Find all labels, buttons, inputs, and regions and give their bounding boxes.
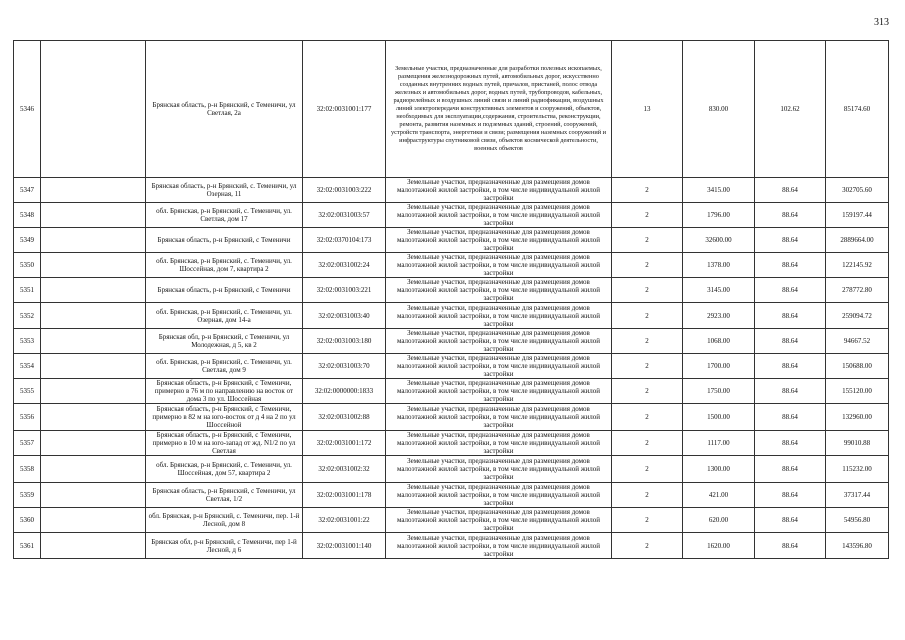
specific-value-cell: 88.64 <box>755 431 826 456</box>
use-group-cell: 2 <box>612 228 683 253</box>
specific-value-cell: 88.64 <box>755 203 826 228</box>
area-cell: 1796.00 <box>683 203 755 228</box>
cadastral-value-cell: 99010.88 <box>826 431 889 456</box>
page-number: 313 <box>874 17 889 28</box>
use-group-cell: 2 <box>612 278 683 303</box>
cadastral-number-cell: 32:02:0031001:177 <box>303 41 386 178</box>
area-cell: 1700.00 <box>683 354 755 379</box>
blank-cell <box>41 404 146 431</box>
cadastral-value-cell: 122145.92 <box>826 253 889 278</box>
cadastral-value-cell: 155120.00 <box>826 379 889 404</box>
blank-cell <box>41 508 146 533</box>
specific-value-cell: 88.64 <box>755 404 826 431</box>
cadastral-number-cell: 32:02:0031001:140 <box>303 533 386 559</box>
specific-value-cell: 88.64 <box>755 354 826 379</box>
blank-cell <box>41 253 146 278</box>
specific-value-cell: 88.64 <box>755 303 826 329</box>
land-use-cell: Земельные участки, предназначенные для размещения домов малоэтажной жилой застройки, в том числе индивидуальной жилой застройки <box>386 329 612 354</box>
cadastral-value-cell: 54956.80 <box>826 508 889 533</box>
row-number-cell: 5359 <box>14 483 41 508</box>
blank-cell <box>41 354 146 379</box>
cadastral-value-cell: 94667.52 <box>826 329 889 354</box>
land-use-cell: Земельные участки, предназначенные для размещения домов малоэтажной жилой застройки, в том числе индивидуальной жилой застройки <box>386 404 612 431</box>
row-number-cell: 5356 <box>14 404 41 431</box>
land-use-cell: Земельные участки, предназначенные для размещения домов малоэтажной жилой застройки, в том числе индивидуальной жилой застройки <box>386 379 612 404</box>
blank-cell <box>41 483 146 508</box>
land-use-cell: Земельные участки, предназначенные для размещения домов малоэтажной жилой застройки, в том числе индивидуальной жилой застройки <box>386 303 612 329</box>
blank-cell <box>41 303 146 329</box>
area-cell: 3145.00 <box>683 278 755 303</box>
address-cell: Брянская область, р-н Брянский, с Теменичи, примерно в 10 м на юго-запад от жд. N1/2 по ул Светлая <box>146 431 303 456</box>
specific-value-cell: 88.64 <box>755 379 826 404</box>
row-number-cell: 5347 <box>14 178 41 203</box>
area-cell: 1300.00 <box>683 456 755 483</box>
row-number-cell: 5350 <box>14 253 41 278</box>
use-group-cell: 2 <box>612 354 683 379</box>
area-cell: 2923.00 <box>683 303 755 329</box>
specific-value-cell: 88.64 <box>755 508 826 533</box>
use-group-cell: 2 <box>612 253 683 278</box>
address-cell: Брянская область, р-н Брянский, с Теменичи <box>146 228 303 253</box>
address-cell: Брянская область, р-н Брянский, с Теменичи, ул Светлая, 2а <box>146 41 303 178</box>
cadastral-number-cell: 32:02:0031003:57 <box>303 203 386 228</box>
cadastral-number-cell: 32:02:0031003:221 <box>303 278 386 303</box>
use-group-cell: 2 <box>612 533 683 559</box>
land-use-cell: Земельные участки, предназначенные для размещения домов малоэтажной жилой застройки, в том числе индивидуальной жилой застройки <box>386 431 612 456</box>
row-number-cell: 5348 <box>14 203 41 228</box>
blank-cell <box>41 203 146 228</box>
blank-cell <box>41 178 146 203</box>
table-row <box>14 379 889 404</box>
cadastral-value-cell: 302705.60 <box>826 178 889 203</box>
cadastral-value-cell: 37317.44 <box>826 483 889 508</box>
cadastral-number-cell: 32:02:0031003:222 <box>303 178 386 203</box>
land-use-cell: Земельные участки, предназначенные для размещения домов малоэтажной жилой застройки, в том числе индивидуальной жилой застройки <box>386 354 612 379</box>
land-plot-table <box>13 40 889 559</box>
cadastral-value-cell: 143596.80 <box>826 533 889 559</box>
row-number-cell: 5352 <box>14 303 41 329</box>
cadastral-number-cell: 32:02:0031002:32 <box>303 456 386 483</box>
land-use-cell: Земельные участки, предназначенные для размещения домов малоэтажной жилой застройки, в том числе индивидуальной жилой застройки <box>386 483 612 508</box>
address-cell: обл. Брянская, р-н Брянский, с. Теменичи, ул. Шоссейная, дом 57, квартира 2 <box>146 456 303 483</box>
blank-cell <box>41 329 146 354</box>
area-cell: 1500.00 <box>683 404 755 431</box>
land-use-cell: Земельные участки, предназначенные для размещения домов малоэтажной жилой застройки, в том числе индивидуальной жилой застройки <box>386 203 612 228</box>
cadastral-number-cell: 32:02:0031001:178 <box>303 483 386 508</box>
specific-value-cell: 102.62 <box>755 41 826 178</box>
address-cell: Брянская область, р-н Брянский, с Теменичи, примерно в 76 м по направлению на восток от дома 3 по ул. Шоссейная <box>146 379 303 404</box>
cadastral-value-cell: 278772.80 <box>826 278 889 303</box>
cadastral-value-cell: 132960.00 <box>826 404 889 431</box>
table-row <box>14 278 889 303</box>
table-row <box>14 203 889 228</box>
cadastral-number-cell: 32:02:0031001:172 <box>303 431 386 456</box>
blank-cell <box>41 533 146 559</box>
use-group-cell: 2 <box>612 303 683 329</box>
address-cell: обл. Брянская, р-н Брянский, с. Теменичи, ул. Светлая, дом 9 <box>146 354 303 379</box>
table-row <box>14 41 889 178</box>
blank-cell <box>41 41 146 178</box>
area-cell: 1620.00 <box>683 533 755 559</box>
cadastral-value-cell: 2889664.00 <box>826 228 889 253</box>
row-number-cell: 5354 <box>14 354 41 379</box>
use-group-cell: 2 <box>612 431 683 456</box>
specific-value-cell: 88.64 <box>755 329 826 354</box>
cadastral-value-cell: 85174.60 <box>826 41 889 178</box>
row-number-cell: 5353 <box>14 329 41 354</box>
land-use-cell: Земельные участки, предназначенные для размещения домов малоэтажной жилой застройки, в том числе индивидуальной жилой застройки <box>386 278 612 303</box>
blank-cell <box>41 431 146 456</box>
cadastral-value-cell: 115232.00 <box>826 456 889 483</box>
cadastral-number-cell: 32:02:0031003:40 <box>303 303 386 329</box>
area-cell: 3415.00 <box>683 178 755 203</box>
area-cell: 1068.00 <box>683 329 755 354</box>
cadastral-number-cell: 32:02:0370104:173 <box>303 228 386 253</box>
address-cell: обл. Брянская, р-н Брянский, с. Теменичи, ул. Шоссейная, дом 7, квартира 2 <box>146 253 303 278</box>
address-cell: обл. Брянская, р-н Брянский, с. Теменичи, ул. Озерная, дом 14-а <box>146 303 303 329</box>
table-row <box>14 329 889 354</box>
table-row <box>14 456 889 483</box>
land-use-cell: Земельные участки, предназначенные для размещения домов малоэтажной жилой застройки, в том числе индивидуальной жилой застройки <box>386 456 612 483</box>
address-cell: Брянская область, р-н Брянский, с Теменичи, примерно в 82 м на юго-восток от д 4 на 2 по ул Шоссейной <box>146 404 303 431</box>
land-use-cell: Земельные участки, предназначенные для размещения домов малоэтажной жилой застройки, в том числе индивидуальной жилой застройки <box>386 533 612 559</box>
area-cell: 1117.00 <box>683 431 755 456</box>
land-use-cell: Земельные участки, предназначенные для размещения домов малоэтажной жилой застройки, в том числе индивидуальной жилой застройки <box>386 253 612 278</box>
cadastral-number-cell: 32:02:0031002:24 <box>303 253 386 278</box>
specific-value-cell: 88.64 <box>755 533 826 559</box>
area-cell: 421.00 <box>683 483 755 508</box>
specific-value-cell: 88.64 <box>755 178 826 203</box>
row-number-cell: 5357 <box>14 431 41 456</box>
table-row <box>14 228 889 253</box>
cadastral-number-cell: 32:02:0031002:88 <box>303 404 386 431</box>
blank-cell <box>41 228 146 253</box>
row-number-cell: 5358 <box>14 456 41 483</box>
table-row <box>14 404 889 431</box>
use-group-cell: 13 <box>612 41 683 178</box>
use-group-cell: 2 <box>612 404 683 431</box>
table-row <box>14 508 889 533</box>
address-cell: Брянская обл, р-н Брянский, с Теменичи, пер 1-й Лесной, д 6 <box>146 533 303 559</box>
cadastral-value-cell: 150688.00 <box>826 354 889 379</box>
blank-cell <box>41 278 146 303</box>
address-cell: Брянская область, р-н Брянский, с Теменичи <box>146 278 303 303</box>
table-row <box>14 253 889 278</box>
use-group-cell: 2 <box>612 203 683 228</box>
table-row <box>14 533 889 559</box>
row-number-cell: 5346 <box>14 41 41 178</box>
land-use-cell: Земельные участки, предназначенные для разработки полезных ископаемых, размещения железнодорожных путей, автомобильных дорог, искусственно созданных внутренних водных путей, причалов, пристаней, полос отвода железных и автомобильных дорог, водных путей, трубопроводов, кабельных, радиорелейных и воздушных линий связи и линий радиофикации, воздушных линий электропередачи конструктивных элементов и сооружений, объектов, необходимых для эксплуатации,содержания, строительства, реконструкции, ремонта, развития наземных и подземных зданий, строений, сооружений, устройств транспорта, энергетики и связи; размещения наземных сооружений и инфраструктуры спутниковой связи, объектов космической деятельности, военных объектов <box>386 41 612 178</box>
land-use-cell: Земельные участки, предназначенные для размещения домов малоэтажной жилой застройки, в том числе индивидуальной жилой застройки <box>386 228 612 253</box>
area-cell: 1378.00 <box>683 253 755 278</box>
row-number-cell: 5349 <box>14 228 41 253</box>
table-row <box>14 431 889 456</box>
row-number-cell: 5355 <box>14 379 41 404</box>
row-number-cell: 5360 <box>14 508 41 533</box>
area-cell: 1750.00 <box>683 379 755 404</box>
specific-value-cell: 88.64 <box>755 483 826 508</box>
table-row <box>14 354 889 379</box>
specific-value-cell: 88.64 <box>755 228 826 253</box>
blank-cell <box>41 379 146 404</box>
use-group-cell: 2 <box>612 379 683 404</box>
area-cell: 32600.00 <box>683 228 755 253</box>
specific-value-cell: 88.64 <box>755 456 826 483</box>
table-row <box>14 303 889 329</box>
use-group-cell: 2 <box>612 178 683 203</box>
cadastral-number-cell: 32:02:0031001:22 <box>303 508 386 533</box>
land-use-cell: Земельные участки, предназначенные для размещения домов малоэтажной жилой застройки, в том числе индивидуальной жилой застройки <box>386 178 612 203</box>
address-cell: Брянская область, р-н Брянский, с Теменичи, ул Светлая, 1/2 <box>146 483 303 508</box>
land-use-cell: Земельные участки, предназначенные для размещения домов малоэтажной жилой застройки, в том числе индивидуальной жилой застройки <box>386 508 612 533</box>
table-row <box>14 178 889 203</box>
specific-value-cell: 88.64 <box>755 278 826 303</box>
table-row <box>14 483 889 508</box>
cadastral-value-cell: 159197.44 <box>826 203 889 228</box>
use-group-cell: 2 <box>612 456 683 483</box>
cadastral-value-cell: 259094.72 <box>826 303 889 329</box>
row-number-cell: 5351 <box>14 278 41 303</box>
area-cell: 620.00 <box>683 508 755 533</box>
area-cell: 830.00 <box>683 41 755 178</box>
use-group-cell: 2 <box>612 508 683 533</box>
use-group-cell: 2 <box>612 483 683 508</box>
address-cell: обл. Брянская, р-н Брянский, с. Теменичи, пер. 1-й Лесной, дом 8 <box>146 508 303 533</box>
address-cell: Брянская область, р-н Брянский, с. Теменичи, ул Озерная, 11 <box>146 178 303 203</box>
address-cell: Брянская обл, р-н Брянский, с Теменичи, ул Молодежная, д 5, кв 2 <box>146 329 303 354</box>
blank-cell <box>41 456 146 483</box>
row-number-cell: 5361 <box>14 533 41 559</box>
address-cell: обл. Брянская, р-н Брянский, с. Теменичи, ул. Светлая, дом 17 <box>146 203 303 228</box>
table-body <box>14 41 889 559</box>
use-group-cell: 2 <box>612 329 683 354</box>
cadastral-number-cell: 32:02:0000000:1833 <box>303 379 386 404</box>
cadastral-number-cell: 32:02:0031003:180 <box>303 329 386 354</box>
cadastral-number-cell: 32:02:0031003:70 <box>303 354 386 379</box>
specific-value-cell: 88.64 <box>755 253 826 278</box>
